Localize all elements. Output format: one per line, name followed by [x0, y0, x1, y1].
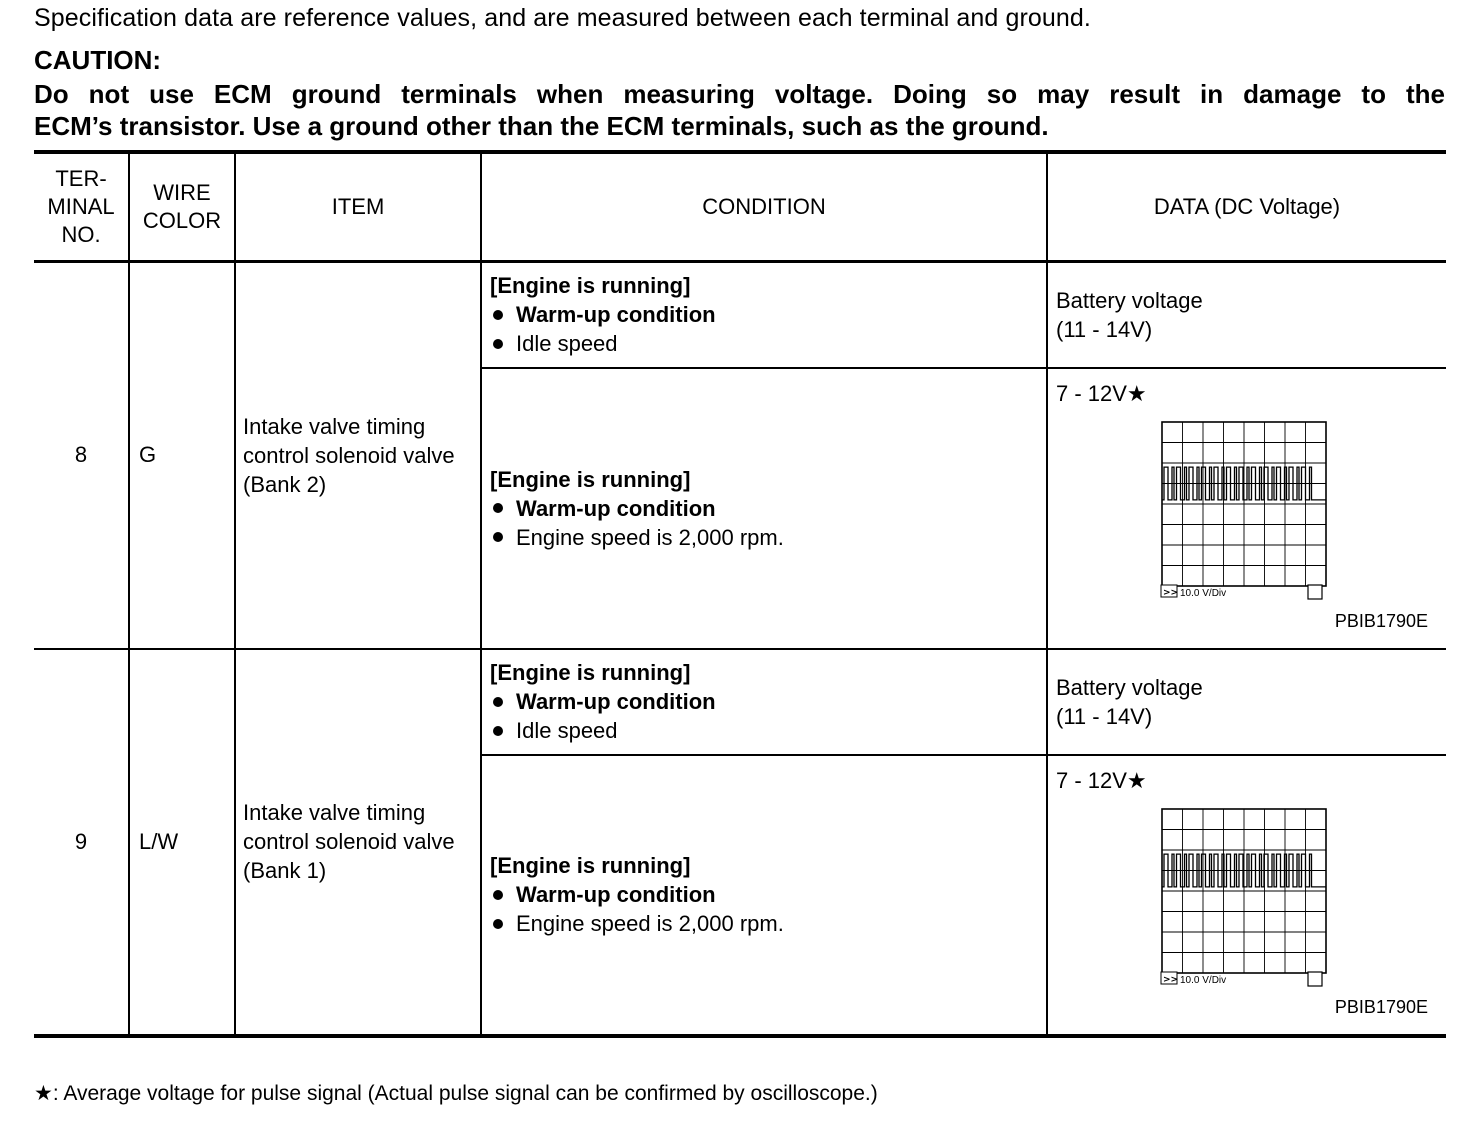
bullet-icon	[493, 532, 503, 542]
item-description: Intake valve timing control solenoid valve (Bank 1)	[235, 649, 481, 1036]
item-description: Intake valve timing control solenoid valve (Bank 2)	[235, 262, 481, 649]
condition-bullet: Warm-up condition	[490, 300, 1046, 329]
header-terminal-no: TER- MINAL NO.	[34, 152, 129, 262]
bullet-icon	[493, 890, 503, 900]
condition-title: [Engine is running]	[490, 273, 691, 299]
condition-title: [Engine is running]	[490, 853, 691, 878]
scope-corner-box	[1308, 585, 1322, 599]
condition-bullet: Idle speed	[490, 329, 1046, 358]
svg-text:>>: >>	[1163, 974, 1179, 985]
svg-text:>>: >>	[1163, 587, 1179, 598]
bullet-icon	[493, 503, 503, 513]
terminal-number: 8	[34, 262, 129, 649]
condition-cell	[481, 262, 1047, 368]
caution-line-1: Do not use ECM ground terminals when measuring voltage. Doing so may result in damage to the	[34, 79, 1445, 109]
scope-corner-box	[1308, 972, 1322, 986]
condition-title: [Engine is running]	[490, 466, 691, 492]
condition-cell	[481, 368, 1047, 649]
caution-text	[34, 78, 1445, 142]
condition-bullet: Warm-up condition	[490, 880, 1046, 909]
bullet-icon	[493, 919, 503, 929]
data-cell: 7 - 12V★ >> 10.0 V/Div PBIB1790E	[1047, 755, 1446, 1036]
footnote: ★: Average voltage for pulse signal (Actual pulse signal can be confirmed by oscilloscope.)	[34, 1082, 878, 1105]
condition-cell	[481, 649, 1047, 755]
header-condition: CONDITION	[481, 152, 1047, 262]
bullet-icon	[493, 697, 503, 707]
data-cell: 7 - 12V★ >> 10.0 V/Div PBIB1790E	[1047, 368, 1446, 649]
oscilloscope-waveform-graphic	[1160, 420, 1330, 606]
oscilloscope-waveform	[1160, 420, 1330, 606]
figure-code: PBIB1790E	[1334, 996, 1428, 1017]
figure-code: PBIB1790E	[1334, 610, 1428, 631]
bullet-icon	[493, 310, 503, 320]
header-wire-color: WIRE COLOR	[129, 152, 235, 262]
caution-heading: CAUTION:	[34, 45, 162, 75]
condition-bullet: Warm-up condition	[490, 687, 1046, 716]
data-cell: Battery voltage (11 - 14V)	[1047, 649, 1446, 755]
data-cell: Battery voltage (11 - 14V)	[1047, 262, 1446, 368]
wire-color: L/W	[129, 649, 235, 1036]
terminal-number: 9	[34, 649, 129, 1036]
header-item: ITEM	[235, 152, 481, 262]
bullet-icon	[493, 339, 503, 349]
intro-text: Specification data are reference values, and are measured between each terminal and ground.	[34, 4, 1091, 32]
scope-scale-label: 10.0 V/Div	[1180, 587, 1227, 599]
condition-title: [Engine is running]	[490, 660, 691, 685]
terminal-spec-table	[34, 150, 1446, 1038]
wire-color: G	[129, 262, 235, 649]
table-row	[34, 262, 1446, 368]
condition-bullet: Engine speed is 2,000 rpm.	[490, 523, 1046, 552]
scope-scale-label: 10.0 V/Div	[1180, 974, 1227, 986]
condition-cell	[481, 755, 1047, 1036]
oscilloscope-waveform-graphic	[1160, 807, 1330, 993]
caution-line-2: ECM’s transistor. Use a ground other than the ECM terminals, such as the ground.	[34, 111, 1049, 141]
table-row	[34, 649, 1446, 755]
condition-bullet: Engine speed is 2,000 rpm.	[490, 909, 1046, 938]
condition-bullet: Idle speed	[490, 716, 1046, 745]
oscilloscope-waveform	[1160, 807, 1330, 993]
condition-bullet: Warm-up condition	[490, 494, 1046, 523]
header-data: DATA (DC Voltage)	[1047, 152, 1446, 262]
table-header-row	[34, 152, 1446, 262]
bullet-icon	[493, 726, 503, 736]
